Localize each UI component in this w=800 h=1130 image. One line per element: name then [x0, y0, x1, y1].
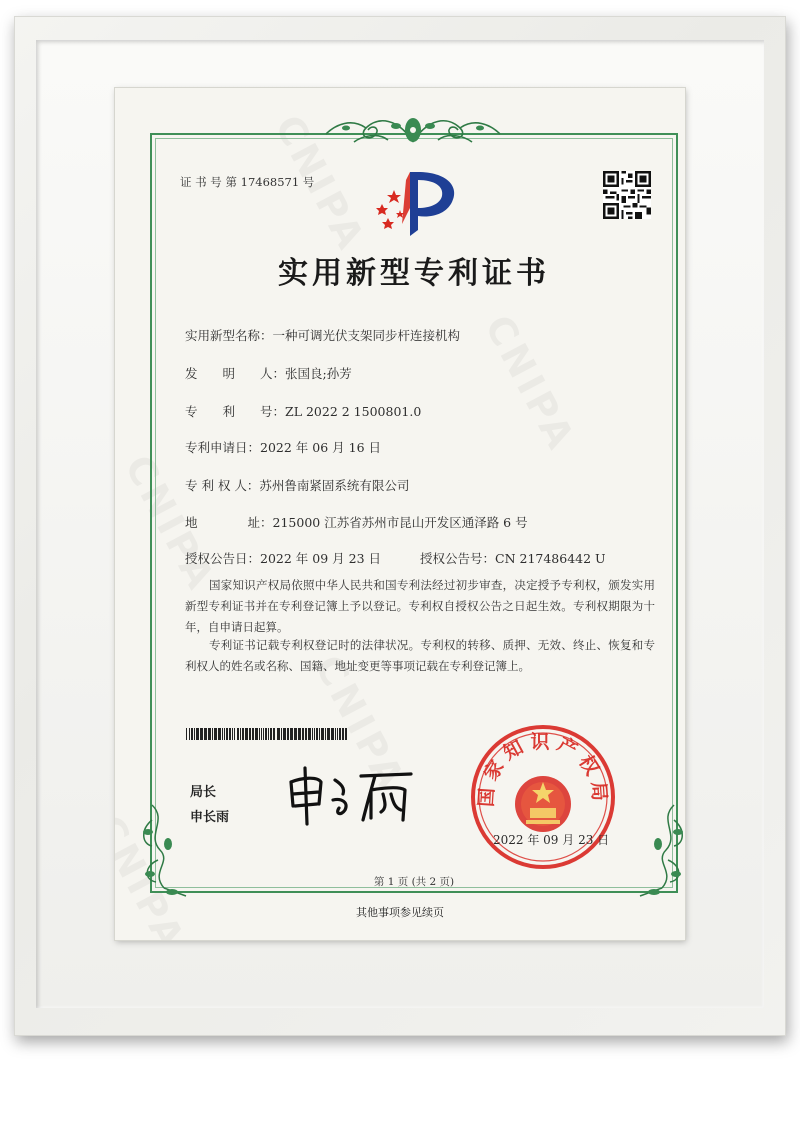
field-application-date: [185, 438, 381, 456]
seal-date: 2022 年 09 月 23 日: [493, 833, 610, 847]
field-grant-date: [185, 549, 381, 567]
field-utility-model-name: [185, 326, 460, 344]
certificate-number: 证 书 号 第 17468571 号: [180, 175, 315, 189]
field-patentee: [185, 476, 409, 494]
continuation-note: 其他事项参见续页: [356, 906, 444, 919]
seal-text: 国家知识产权局: [475, 731, 611, 808]
legal-status-paragraph: 专利证书记载专利权登记时的法律状况。专利权的转移、质押、无效、终止、恢复和专利权人的姓名或名称、国籍、地址变更等事项记载在专利登记簿上。: [185, 638, 655, 673]
signatory-title: 局长: [190, 785, 217, 800]
field-label: 地 址：: [185, 515, 273, 530]
barcode-icon: [186, 728, 348, 740]
signatory-name: 申长雨: [190, 810, 230, 825]
field-value: 张国良;孙芳: [285, 366, 352, 381]
handwritten-signature: [283, 760, 423, 830]
field-label: 专 利 号：: [185, 404, 286, 419]
field-label: 授权公告日：: [185, 551, 261, 566]
grant-statement-paragraph: 国家知识产权局依照中华人民共和国专利法经过初步审查，决定授予专利权，颁发实用新型专利证书并在专利登记簿上予以登记。专利权自授权公告之日起生效。专利权期限为十年，自申请日起算。: [185, 578, 655, 634]
field-label: 专利申请日：: [185, 440, 261, 455]
certificate-title: 实用新型专利证书: [278, 256, 550, 291]
field-address: [185, 513, 528, 531]
field-value: 2022 年 09 月 23 日: [260, 551, 382, 566]
cnipa-logo-icon: [366, 168, 464, 242]
official-seal-icon: [468, 722, 618, 872]
field-label: 实用新型名称：: [185, 328, 273, 343]
field-inventor: [185, 364, 352, 382]
field-label: 发 明 人：: [185, 366, 286, 381]
field-patent-number: [185, 402, 421, 420]
field-grant-number: [420, 549, 606, 567]
field-value: 一种可调光伏支架同步杆连接机构: [272, 328, 461, 343]
field-value: 215000 江苏省苏州市昆山开发区通泽路 6 号: [272, 515, 528, 530]
field-value: ZL 2022 2 1500801.0: [285, 404, 422, 419]
field-label: 专 利 权 人：: [185, 478, 260, 493]
top-ornament-icon: [318, 112, 508, 148]
field-value: CN 217486442 U: [495, 551, 606, 566]
field-value: 苏州鲁南紧固系统有限公司: [259, 478, 410, 493]
field-value: 2022 年 06 月 16 日: [260, 440, 382, 455]
qr-code-icon: [603, 171, 651, 219]
page-indicator: 第 1 页 (共 2 页): [373, 876, 455, 888]
field-label: 授权公告号：: [420, 551, 496, 566]
